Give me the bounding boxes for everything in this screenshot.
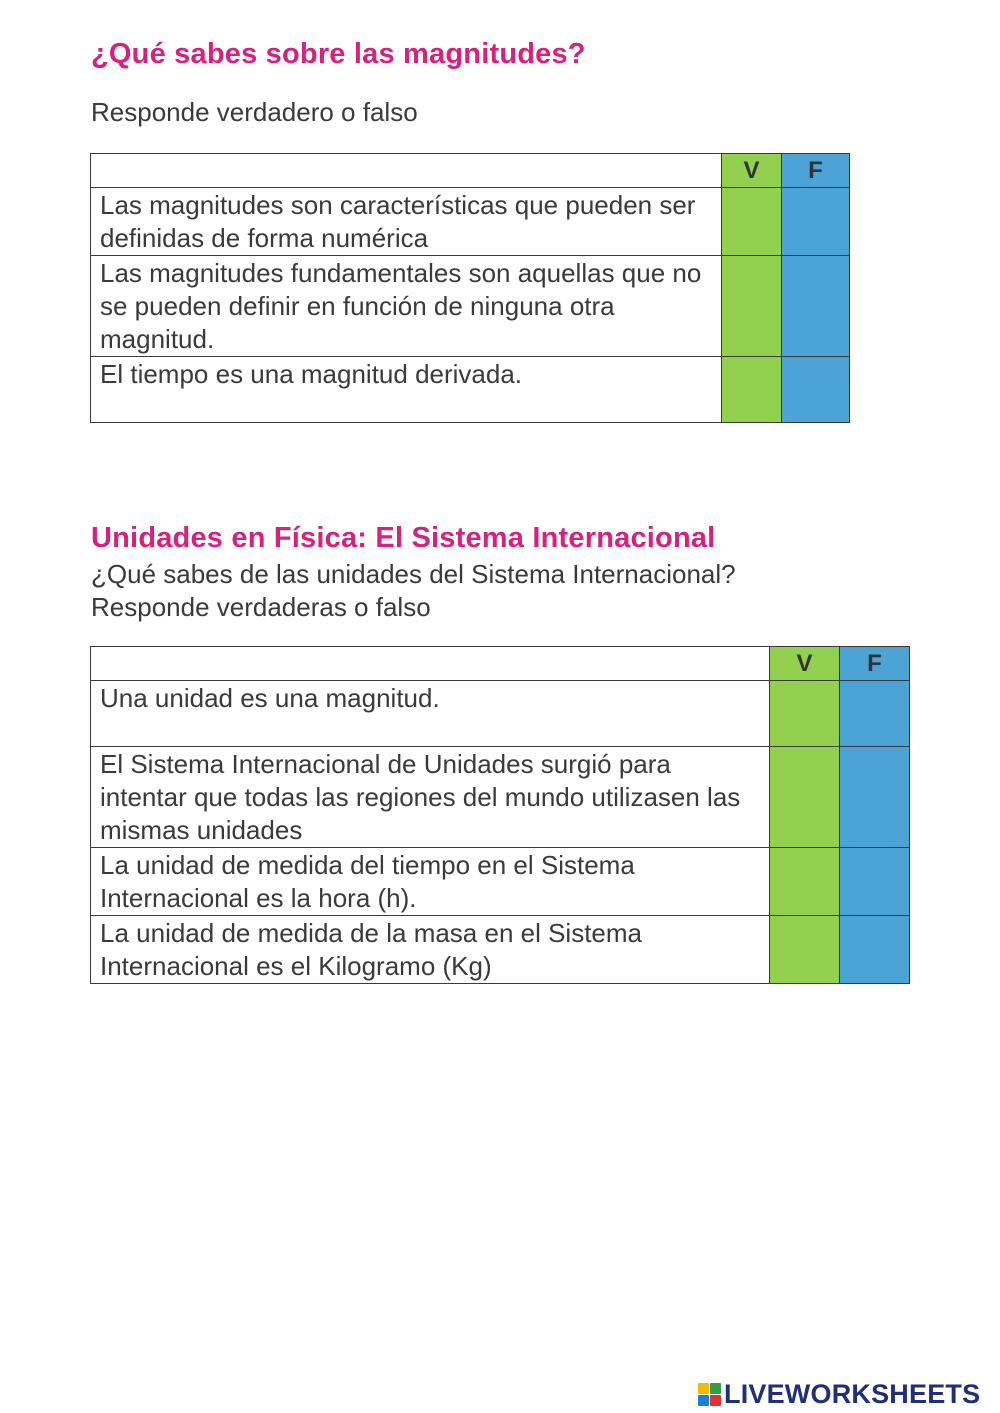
- header-f: F: [840, 647, 910, 681]
- section1-table: [90, 153, 850, 423]
- logo-text: LIVEWORKSHEETS: [724, 1378, 981, 1409]
- section2-table: [90, 646, 910, 984]
- liveworksheets-logo-icon: [698, 1383, 721, 1406]
- liveworksheets-logo: [698, 1378, 980, 1410]
- header-v: V: [722, 154, 782, 188]
- header-v: V: [770, 647, 840, 681]
- section2-title: Unidades en Física: El Sistema Internacional: [91, 522, 716, 554]
- question-text: El tiempo es una magnitud derivada.: [91, 357, 722, 423]
- answer-false-cell[interactable]: [782, 357, 850, 423]
- answer-true-cell[interactable]: [770, 681, 840, 747]
- question-text: La unidad de medida de la masa en el Sistema Internacional es el Kilogramo (Kg): [91, 916, 770, 984]
- answer-true-cell[interactable]: [722, 188, 782, 256]
- answer-false-cell[interactable]: [782, 256, 850, 357]
- question-text: Las magnitudes fundamentales son aquellas que no se pueden definir en función de ninguna otra magnitud.: [91, 256, 722, 357]
- answer-true-cell[interactable]: [722, 256, 782, 357]
- header-f: F: [782, 154, 850, 188]
- section2-instruction: Responde verdaderas o falso: [91, 592, 431, 622]
- answer-false-cell[interactable]: [840, 681, 910, 747]
- question-text: Las magnitudes son características que pueden ser definidas de forma numérica: [91, 188, 722, 256]
- answer-false-cell[interactable]: [840, 747, 910, 848]
- answer-true-cell[interactable]: [770, 747, 840, 848]
- table-row: [91, 357, 850, 423]
- section1-title: ¿Qué sabes sobre las magnitudes?: [91, 38, 586, 70]
- table-row: [91, 188, 850, 256]
- answer-false-cell[interactable]: [840, 916, 910, 984]
- table-row: [91, 256, 850, 357]
- header-blank-cell: [91, 647, 770, 681]
- question-text: La unidad de medida del tiempo en el Sistema Internacional es la hora (h).: [91, 848, 770, 916]
- answer-true-cell[interactable]: [722, 357, 782, 423]
- header-blank-cell: [91, 154, 722, 188]
- section2-question: ¿Qué sabes de las unidades del Sistema Internacional?: [91, 559, 736, 589]
- section1-instruction: Responde verdadero o falso: [91, 97, 418, 127]
- question-text: Una unidad es una magnitud.: [91, 681, 770, 747]
- table-header-row: [91, 647, 910, 681]
- table-row: [91, 916, 910, 984]
- table-row: [91, 681, 910, 747]
- answer-false-cell[interactable]: [840, 848, 910, 916]
- table-header-row: [91, 154, 850, 188]
- answer-false-cell[interactable]: [782, 188, 850, 256]
- table-row: [91, 747, 910, 848]
- question-text: El Sistema Internacional de Unidades surgió para intentar que todas las regiones del mundo utilizasen las mismas unidades: [91, 747, 770, 848]
- table-row: [91, 848, 910, 916]
- answer-true-cell[interactable]: [770, 848, 840, 916]
- answer-true-cell[interactable]: [770, 916, 840, 984]
